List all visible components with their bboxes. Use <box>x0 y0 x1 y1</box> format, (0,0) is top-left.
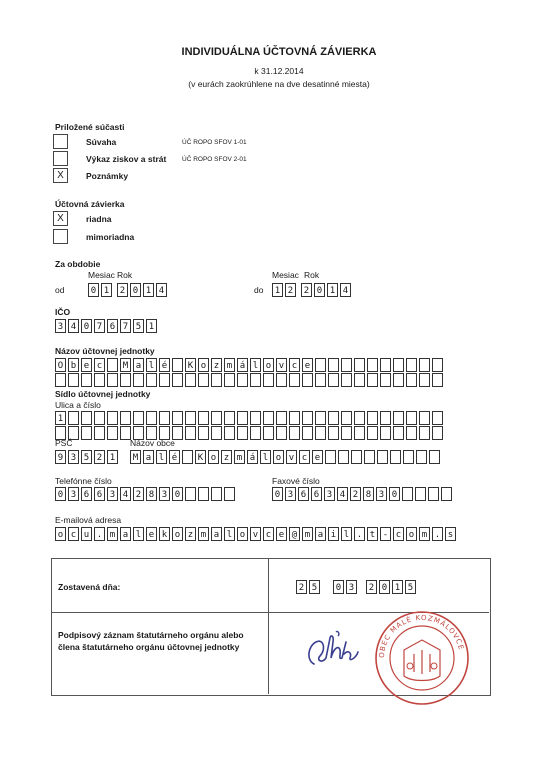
city-field-cell[interactable]: z <box>221 450 232 464</box>
period-to-cell[interactable]: 2 <box>301 283 312 297</box>
street-row-1-cell[interactable] <box>120 411 131 425</box>
street-row-1-cell[interactable] <box>198 411 209 425</box>
period-from-cell[interactable]: 4 <box>156 283 167 297</box>
email-field-cell[interactable]: a <box>315 527 326 541</box>
street-row-2-cell[interactable] <box>237 426 248 440</box>
city-field-cell[interactable]: e <box>312 450 323 464</box>
ico-field-cell[interactable]: 4 <box>68 319 79 333</box>
fax-field-cell[interactable]: 3 <box>285 487 296 501</box>
period-to-cell[interactable]: 4 <box>340 283 351 297</box>
city-field-cell[interactable]: l <box>260 450 271 464</box>
street-row-2-cell[interactable] <box>380 426 391 440</box>
phone-field-cell[interactable] <box>211 487 222 501</box>
city-field-cell[interactable]: m <box>234 450 245 464</box>
email-field-cell[interactable]: o <box>237 527 248 541</box>
entity-name-row-1-cell[interactable] <box>406 358 417 372</box>
city-field-cell[interactable] <box>377 450 388 464</box>
entity-name-row-2-cell[interactable] <box>302 373 313 387</box>
entity-name-row-2-cell[interactable] <box>81 373 92 387</box>
entity-name-row-2-cell[interactable] <box>276 373 287 387</box>
entity-name-row-1-cell[interactable]: l <box>146 358 157 372</box>
email-field-cell[interactable]: c <box>263 527 274 541</box>
entity-name-row-2-cell[interactable] <box>94 373 105 387</box>
fax-field-cell[interactable]: 8 <box>363 487 374 501</box>
signature-label-line-1: Podpisový záznam štatutárneho orgánu alebo <box>58 630 244 640</box>
phone-field-cell[interactable]: 3 <box>68 487 79 501</box>
street-row-1-cell[interactable] <box>341 411 352 425</box>
phone-field-cell[interactable]: 8 <box>146 487 157 501</box>
street-row-2-cell[interactable] <box>419 426 430 440</box>
entity-name-row-1-cell[interactable]: m <box>224 358 235 372</box>
entity-name-row-1-cell[interactable]: K <box>185 358 196 372</box>
street-row-1-cell[interactable] <box>328 411 339 425</box>
psc-field-cell[interactable]: 1 <box>107 450 118 464</box>
period-from-cell[interactable]: 2 <box>117 283 128 297</box>
phone-field-cell[interactable]: 0 <box>55 487 66 501</box>
street-row-1-cell[interactable] <box>94 411 105 425</box>
period-to-cell[interactable]: 1 <box>272 283 283 297</box>
closing-label-extraordinary: mimoriadna <box>86 232 135 242</box>
period-to-month-label: Mesiac <box>272 270 299 280</box>
city-field-cell[interactable] <box>182 450 193 464</box>
closing-checkbox-regular[interactable]: X <box>53 211 68 226</box>
compiled-day[interactable] <box>296 580 322 594</box>
email-field-cell[interactable]: a <box>120 527 131 541</box>
entity-name-row-2-cell[interactable] <box>172 373 183 387</box>
street-row-1-cell[interactable] <box>263 411 274 425</box>
ico-label: IČO <box>55 307 71 317</box>
entity-name-row-2-cell[interactable] <box>250 373 261 387</box>
city-field-cell[interactable] <box>325 450 336 464</box>
fax-field-cell[interactable] <box>441 487 452 501</box>
street-row-2-cell[interactable] <box>302 426 313 440</box>
ico-field-cell[interactable]: 3 <box>55 319 66 333</box>
compiled-cell[interactable]: 2 <box>296 580 307 594</box>
email-field-cell[interactable]: e <box>146 527 157 541</box>
ico-field[interactable] <box>55 319 159 333</box>
form-note: (v eurách zaokrúhlene na dve desatinné miesta) <box>188 79 370 89</box>
period-heading: Za obdobie <box>55 259 101 269</box>
street-row-1-cell[interactable] <box>224 411 235 425</box>
entity-name-row-2-cell[interactable] <box>406 373 417 387</box>
street-label: Ulica a číslo <box>55 400 101 410</box>
fax-field-cell[interactable]: 6 <box>311 487 322 501</box>
email-field-cell[interactable]: m <box>107 527 118 541</box>
psc-label: PSČ <box>55 438 73 448</box>
entity-name-row-2-cell[interactable] <box>198 373 209 387</box>
street-row-1-cell[interactable] <box>419 411 430 425</box>
city-field-cell[interactable] <box>338 450 349 464</box>
compiled-year[interactable] <box>366 580 418 594</box>
street-row-1-cell[interactable] <box>185 411 196 425</box>
entity-name-row-1-cell[interactable]: M <box>120 358 131 372</box>
fax-field-cell[interactable] <box>428 487 439 501</box>
entity-name-row-1-cell[interactable] <box>341 358 352 372</box>
city-field-cell[interactable]: é <box>169 450 180 464</box>
street-row-2-cell[interactable] <box>341 426 352 440</box>
entity-name-row-2-cell[interactable] <box>107 373 118 387</box>
form-title: INDIVIDUÁLNA ÚČTOVNÁ ZÁVIERKA <box>181 46 377 58</box>
period-from-cell[interactable]: 0 <box>130 283 141 297</box>
period-from-year-label: Rok <box>117 270 133 280</box>
compiled-cell[interactable]: 3 <box>346 580 357 594</box>
email-field-cell[interactable]: m <box>198 527 209 541</box>
city-field-cell[interactable]: c <box>299 450 310 464</box>
street-row-2-cell[interactable] <box>315 426 326 440</box>
compiled-cell[interactable]: 2 <box>366 580 377 594</box>
street-row-1-cell[interactable] <box>380 411 391 425</box>
street-row-1-cell[interactable] <box>393 411 404 425</box>
psc-field-cell[interactable]: 5 <box>81 450 92 464</box>
entity-name-row-2-cell[interactable] <box>55 373 66 387</box>
compiled-label: Zostavená dňa: <box>58 582 121 592</box>
street-row-1-cell[interactable] <box>211 411 222 425</box>
city-field-cell[interactable]: a <box>143 450 154 464</box>
email-field-cell[interactable]: z <box>185 527 196 541</box>
period-to-label: do <box>254 285 264 295</box>
street-row-2-cell[interactable] <box>354 426 365 440</box>
entity-name-row-1-cell[interactable]: c <box>289 358 300 372</box>
entity-name-row-2-cell[interactable] <box>211 373 222 387</box>
address-heading: Sídlo účtovnej jednotky <box>55 389 151 399</box>
entity-name-row-2-cell[interactable] <box>380 373 391 387</box>
street-row-1-cell[interactable] <box>107 411 118 425</box>
email-field-cell[interactable]: k <box>159 527 170 541</box>
email-field-cell[interactable]: c <box>393 527 404 541</box>
city-field-cell[interactable] <box>429 450 440 464</box>
email-field-cell[interactable]: m <box>419 527 430 541</box>
phone-field-cell[interactable]: 4 <box>120 487 131 501</box>
city-label: Názov obce <box>130 438 175 448</box>
entity-name-row-1-cell[interactable] <box>328 358 339 372</box>
fax-field-cell[interactable]: 0 <box>389 487 400 501</box>
ico-field-cell[interactable]: 1 <box>146 319 157 333</box>
email-field-cell[interactable]: v <box>250 527 261 541</box>
street-row-1-cell[interactable]: 1 <box>55 411 66 425</box>
entity-name-row-1-cell[interactable] <box>419 358 430 372</box>
email-field-cell[interactable]: o <box>406 527 417 541</box>
attachment-code-balance: ÚČ ROPO SFOV 1-01 <box>182 139 247 146</box>
city-field-cell[interactable]: K <box>195 450 206 464</box>
entity-name-row-2-cell[interactable] <box>432 373 443 387</box>
city-field-cell[interactable] <box>416 450 427 464</box>
attachment-code-pl: ÚČ ROPO SFOV 2-01 <box>182 156 247 163</box>
email-field-cell[interactable]: m <box>302 527 313 541</box>
street-row-2-cell[interactable] <box>367 426 378 440</box>
stamp-text: OBEC MALÉ KOZMÁLOVCE <box>377 613 466 659</box>
entity-name-row-2-cell[interactable] <box>263 373 274 387</box>
street-row-1-cell[interactable] <box>146 411 157 425</box>
email-field-cell[interactable]: l <box>224 527 235 541</box>
email-field-cell[interactable]: u <box>81 527 92 541</box>
fax-field[interactable] <box>272 487 454 501</box>
entity-name-row-2-cell[interactable] <box>159 373 170 387</box>
fax-field-cell[interactable]: 3 <box>324 487 335 501</box>
phone-field-cell[interactable] <box>198 487 209 501</box>
psc-field-cell[interactable]: 2 <box>94 450 105 464</box>
compiled-month[interactable] <box>333 580 359 594</box>
entity-name-row-1-cell[interactable]: v <box>276 358 287 372</box>
period-to-cell[interactable]: 0 <box>314 283 325 297</box>
city-field-cell[interactable] <box>403 450 414 464</box>
email-field-cell[interactable]: . <box>432 527 443 541</box>
attachment-label-notes: Poznámky <box>86 171 129 181</box>
street-row-1-cell[interactable] <box>406 411 417 425</box>
email-field-cell[interactable]: . <box>94 527 105 541</box>
fax-label: Faxové číslo <box>272 476 320 486</box>
entity-name-row-1-cell[interactable]: e <box>302 358 313 372</box>
entity-name-row-1-cell[interactable]: l <box>250 358 261 372</box>
compiled-cell[interactable]: 0 <box>333 580 344 594</box>
fax-field-cell[interactable]: 4 <box>337 487 348 501</box>
phone-field-cell[interactable]: 3 <box>107 487 118 501</box>
closing-checkbox-extraordinary[interactable] <box>53 229 68 244</box>
street-row-2-cell[interactable] <box>289 426 300 440</box>
street-row-2-cell[interactable] <box>81 426 92 440</box>
city-field-cell[interactable]: M <box>130 450 141 464</box>
phone-field-cell[interactable] <box>185 487 196 501</box>
street-row-2-cell[interactable] <box>432 426 443 440</box>
entity-name-row-1-cell[interactable]: o <box>263 358 274 372</box>
entity-name-row-1-cell[interactable]: O <box>55 358 66 372</box>
entity-name-row-1-cell[interactable]: b <box>68 358 79 372</box>
entity-name-row-2-cell[interactable] <box>328 373 339 387</box>
email-field-cell[interactable]: - <box>380 527 391 541</box>
handwritten-signature <box>300 624 370 670</box>
city-field-cell[interactable]: v <box>286 450 297 464</box>
street-row-2-cell[interactable] <box>224 426 235 440</box>
entity-name-label: Názov účtovnej jednotky <box>55 346 155 356</box>
street-row-1-cell[interactable] <box>68 411 79 425</box>
attachments-heading: Priložené súčasti <box>55 122 125 132</box>
form-date: k 31.12.2014 <box>254 66 304 76</box>
entity-name-row-2-cell[interactable] <box>393 373 404 387</box>
compiled-cell[interactable]: 1 <box>392 580 403 594</box>
phone-field-cell[interactable]: 0 <box>172 487 183 501</box>
entity-name-row-2-cell[interactable] <box>367 373 378 387</box>
entity-name-row-2-cell[interactable] <box>315 373 326 387</box>
signature-box-divider <box>268 558 269 694</box>
street-row-2-cell[interactable] <box>263 426 274 440</box>
phone-field-cell[interactable]: 3 <box>159 487 170 501</box>
entity-name-row-2-cell[interactable] <box>68 373 79 387</box>
compiled-cell[interactable]: 0 <box>379 580 390 594</box>
compiled-cell[interactable]: 5 <box>405 580 416 594</box>
phone-label: Telefónne číslo <box>55 476 112 486</box>
phone-field-cell[interactable] <box>224 487 235 501</box>
street-row-1-cell[interactable] <box>81 411 92 425</box>
email-field-cell[interactable]: a <box>211 527 222 541</box>
period-from-year[interactable] <box>117 283 169 297</box>
phone-field[interactable] <box>55 487 237 501</box>
entity-name-row-1-cell[interactable]: z <box>211 358 222 372</box>
street-row-1-cell[interactable] <box>159 411 170 425</box>
ico-field-cell[interactable]: 7 <box>120 319 131 333</box>
entity-name-row-1[interactable] <box>55 358 445 372</box>
city-field-cell[interactable] <box>364 450 375 464</box>
street-row-1-cell[interactable] <box>237 411 248 425</box>
email-field-cell[interactable]: c <box>68 527 79 541</box>
street-row-1-cell[interactable] <box>289 411 300 425</box>
entity-name-row-2-cell[interactable] <box>146 373 157 387</box>
email-field-cell[interactable]: o <box>55 527 66 541</box>
period-from-month[interactable] <box>88 283 114 297</box>
email-label: E-mailová adresa <box>55 515 122 525</box>
psc-field-cell[interactable]: 3 <box>68 450 79 464</box>
phone-field-cell[interactable]: 6 <box>94 487 105 501</box>
entity-name-row-2-cell[interactable] <box>133 373 144 387</box>
closing-heading: Účtovná závierka <box>55 199 125 209</box>
street-row-1-cell[interactable] <box>276 411 287 425</box>
email-field[interactable] <box>55 527 458 541</box>
period-from-cell[interactable]: 1 <box>143 283 154 297</box>
psc-field-cell[interactable]: 9 <box>55 450 66 464</box>
street-row-2-cell[interactable] <box>393 426 404 440</box>
street-row-1-cell[interactable] <box>133 411 144 425</box>
attachment-label-balance: Súvaha <box>86 137 117 147</box>
email-field-cell[interactable]: e <box>276 527 287 541</box>
phone-field-cell[interactable]: 2 <box>133 487 144 501</box>
period-to-month[interactable] <box>272 283 298 297</box>
street-row-1-cell[interactable] <box>172 411 183 425</box>
compiled-cell[interactable]: 5 <box>309 580 320 594</box>
entity-name-row-2-cell[interactable] <box>341 373 352 387</box>
email-field-cell[interactable]: t <box>367 527 378 541</box>
entity-name-row-2-cell[interactable] <box>120 373 131 387</box>
street-row-1-cell[interactable] <box>432 411 443 425</box>
entity-name-row-1-cell[interactable] <box>172 358 183 372</box>
street-row-2-cell[interactable] <box>107 426 118 440</box>
official-stamp <box>374 610 470 706</box>
email-field-cell[interactable]: o <box>172 527 183 541</box>
entity-name-row-2-cell[interactable] <box>419 373 430 387</box>
period-from-cell[interactable]: 0 <box>88 283 99 297</box>
entity-name-row-1-cell[interactable]: é <box>159 358 170 372</box>
street-row-1-cell[interactable] <box>367 411 378 425</box>
email-field-cell[interactable]: @ <box>289 527 300 541</box>
street-row-1[interactable] <box>55 411 445 425</box>
entity-name-row-1-cell[interactable] <box>380 358 391 372</box>
signature-label-line-2: člena štatutárneho orgánu účtovnej jednotky <box>58 642 240 652</box>
street-row-2-cell[interactable] <box>250 426 261 440</box>
fax-field-cell[interactable]: 0 <box>272 487 283 501</box>
attachment-checkbox-notes[interactable]: X <box>53 168 68 183</box>
street-row-2-cell[interactable] <box>94 426 105 440</box>
city-field-cell[interactable]: o <box>208 450 219 464</box>
city-field[interactable] <box>130 450 442 464</box>
email-field-cell[interactable]: s <box>445 527 456 541</box>
entity-name-row-2[interactable] <box>55 373 445 387</box>
city-field-cell[interactable] <box>390 450 401 464</box>
street-row-2-cell[interactable] <box>276 426 287 440</box>
street-row-2-cell[interactable] <box>198 426 209 440</box>
entity-name-row-2-cell[interactable] <box>237 373 248 387</box>
closing-label-regular: riadna <box>86 214 112 224</box>
street-row-2-cell[interactable] <box>328 426 339 440</box>
entity-name-row-1-cell[interactable]: o <box>198 358 209 372</box>
city-field-cell[interactable]: á <box>247 450 258 464</box>
email-field-cell[interactable]: . <box>354 527 365 541</box>
street-row-2-cell[interactable] <box>185 426 196 440</box>
entity-name-row-1-cell[interactable] <box>432 358 443 372</box>
entity-name-row-1-cell[interactable]: c <box>94 358 105 372</box>
entity-name-row-2-cell[interactable] <box>289 373 300 387</box>
entity-name-row-2-cell[interactable] <box>185 373 196 387</box>
entity-name-row-1-cell[interactable] <box>393 358 404 372</box>
email-field-cell[interactable]: l <box>341 527 352 541</box>
ico-field-cell[interactable]: 6 <box>107 319 118 333</box>
fax-field-cell[interactable] <box>415 487 426 501</box>
entity-name-row-1-cell[interactable]: e <box>81 358 92 372</box>
fax-field-cell[interactable]: 3 <box>376 487 387 501</box>
street-row-1-cell[interactable] <box>315 411 326 425</box>
fax-field-cell[interactable]: 2 <box>350 487 361 501</box>
street-row-1-cell[interactable] <box>302 411 313 425</box>
city-field-cell[interactable]: l <box>156 450 167 464</box>
entity-name-row-1-cell[interactable] <box>354 358 365 372</box>
entity-name-row-1-cell[interactable] <box>315 358 326 372</box>
period-from-month-label: Mesiac <box>88 270 115 280</box>
entity-name-row-1-cell[interactable] <box>107 358 118 372</box>
period-from-label: od <box>55 285 65 295</box>
period-to-year[interactable] <box>301 283 353 297</box>
ico-field-cell[interactable]: 0 <box>81 319 92 333</box>
entity-name-row-1-cell[interactable]: á <box>237 358 248 372</box>
period-to-cell[interactable]: 2 <box>285 283 296 297</box>
attachment-label-pl: Výkaz ziskov a strát <box>86 154 167 164</box>
entity-name-row-1-cell[interactable] <box>367 358 378 372</box>
city-field-cell[interactable] <box>351 450 362 464</box>
phone-field-cell[interactable]: 6 <box>81 487 92 501</box>
ico-field-cell[interactable]: 7 <box>94 319 105 333</box>
attachment-checkbox-balance[interactable] <box>53 134 68 149</box>
fax-field-cell[interactable]: 6 <box>298 487 309 501</box>
email-field-cell[interactable]: i <box>328 527 339 541</box>
city-field-cell[interactable]: o <box>273 450 284 464</box>
psc-field[interactable] <box>55 450 120 464</box>
street-row-1-cell[interactable] <box>354 411 365 425</box>
street-row-2-cell[interactable] <box>211 426 222 440</box>
email-field-cell[interactable]: l <box>133 527 144 541</box>
ico-field-cell[interactable]: 5 <box>133 319 144 333</box>
period-to-cell[interactable]: 1 <box>327 283 338 297</box>
street-row-2-cell[interactable] <box>406 426 417 440</box>
entity-name-row-2-cell[interactable] <box>354 373 365 387</box>
street-row-2[interactable] <box>55 426 445 440</box>
period-to-year-label: Rok <box>304 270 320 280</box>
period-from-cell[interactable]: 1 <box>101 283 112 297</box>
street-row-1-cell[interactable] <box>250 411 261 425</box>
entity-name-row-2-cell[interactable] <box>224 373 235 387</box>
entity-name-row-1-cell[interactable]: a <box>133 358 144 372</box>
attachment-checkbox-pl[interactable] <box>53 151 68 166</box>
fax-field-cell[interactable] <box>402 487 413 501</box>
